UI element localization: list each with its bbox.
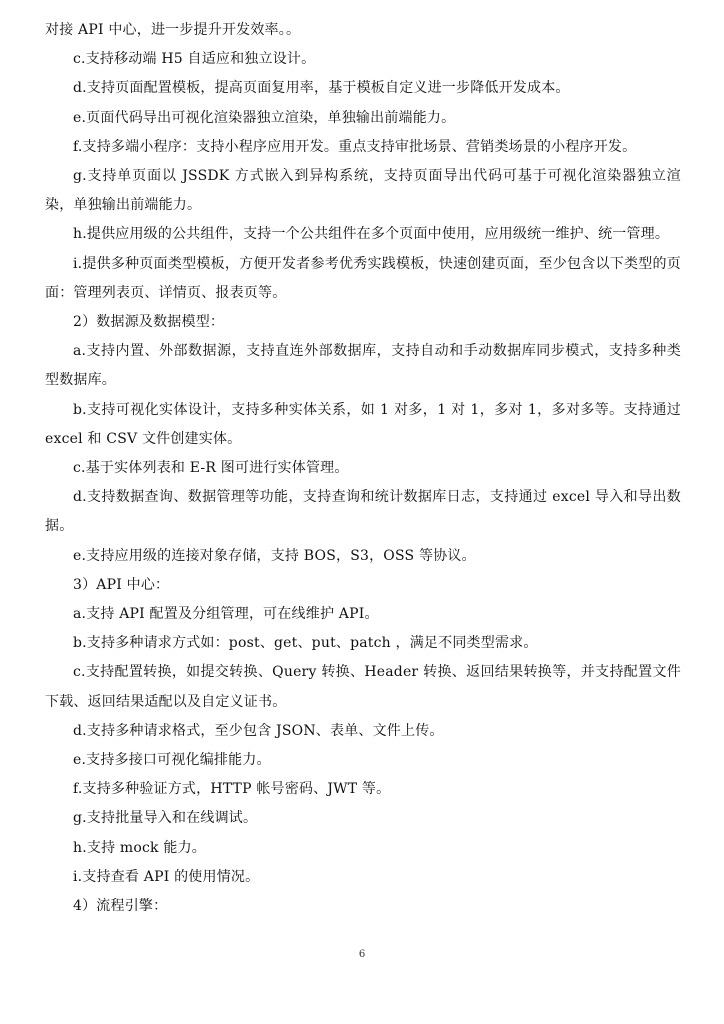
paragraph: f.支持多种验证方式，HTTP 帐号密码、JWT 等。 [73,781,391,798]
paragraph: d.支持页面配置模板，提高页面复用率，基于模板自定义进一步降低开发成本。 [73,80,570,97]
paragraph: h.提供应用级的公共组件，支持一个公共组件在多个页面中使用，应用级统一维护、统一管理。 [73,226,670,243]
paragraph: c.基于实体列表和 E-R 图可进行实体管理。 [73,460,349,477]
paragraph: 对接 API 中心，进一步提升开发效率。。 [45,22,301,38]
paragraph: a.支持 API 配置及分组管理，可在线维护 API。 [73,606,379,623]
paragraph: c.支持移动端 H5 自适应和独立设计。 [73,51,316,68]
paragraph: i.提供多种页面类型模板，方便开发者参考优秀实践模板，快速创建页面，至少包含以下类型的页面：管理列表页、详情页、报表页等。 [45,255,681,301]
paragraph: b.支持多种请求方式如：post、get、put、patch ，满足不同类型需求。 [73,635,538,652]
page-number: 6 [358,949,366,960]
paragraph: i.支持查看 API 的使用情况。 [73,868,260,885]
paragraph: e.页面代码导出可视化渲染器独立渲染，单独输出前端能力。 [73,109,456,126]
section-heading: 4）流程引擎： [73,898,168,915]
paragraph: e.支持应用级的连接对象存储，支持 BOS，S3，OSS 等协议。 [73,547,476,564]
section-heading: 3）API 中心： [73,576,170,593]
paragraph: d.支持多种请求格式，至少包含 JSON、表单、文件上传。 [73,722,444,739]
paragraph: c.支持配置转换，如提交转换、Query 转换、Header 转换、返回结果转换等，并支持配置文件下载、返回结果适配以及自定义证书。 [45,664,681,710]
paragraph: d.支持数据查询、数据管理等功能，支持查询和统计数据库日志，支持通过 excel 导入和导出数据。 [45,489,681,535]
paragraph: g.支持批量导入和在线调试。 [73,810,258,827]
paragraph: h.支持 mock 能力。 [73,839,206,856]
paragraph: e.支持多接口可视化编排能力。 [73,752,271,769]
paragraph: g.支持单页面以 JSSDK 方式嵌入到异构系统，支持页面导出代码可基于可视化渲染器独立渲染，单独输出前端能力。 [45,168,681,214]
paragraph: f.支持多端小程序：支持小程序应用开发。重点支持审批场景、营销类场景的小程序开发。 [73,138,637,155]
document-body [45,16,681,921]
section-heading: 2）数据源及数据模型： [73,314,225,331]
paragraph: b.支持可视化实体设计，支持多种实体关系，如 1 对多，1 对 1，多对 1，多对多等。支持通过 excel 和 CSV 文件创建实体。 [45,401,681,447]
paragraph: a.支持内置、外部数据源，支持直连外部数据库，支持自动和手动数据库同步模式，支持多种类型数据库。 [45,343,681,389]
